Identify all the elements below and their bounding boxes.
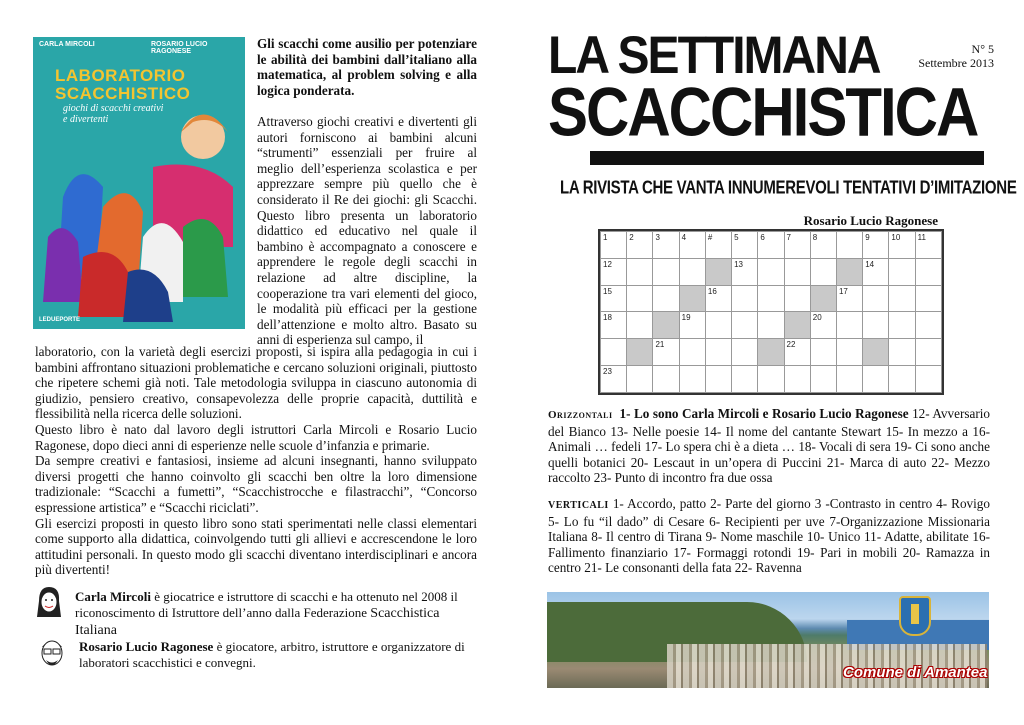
crossword-row <box>601 339 942 366</box>
crossword-cell: 21 <box>653 339 679 366</box>
crossword-cell <box>836 232 862 259</box>
crossword-cell <box>836 312 862 339</box>
crossword-cell <box>810 258 836 285</box>
crossword-block <box>627 339 653 366</box>
crossword-block <box>836 258 862 285</box>
crossword-cell: 12 <box>601 258 627 285</box>
crossword-cell: # <box>705 232 731 259</box>
photo-caption: Comune di Amantea <box>843 664 988 681</box>
crossword-block <box>810 285 836 312</box>
crossword-cell <box>836 339 862 366</box>
crossword-block <box>653 312 679 339</box>
crossword-cell <box>915 312 941 339</box>
town-crest-icon <box>899 596 931 636</box>
crossword-cell <box>679 339 705 366</box>
masthead-line-1: LA SETTIMANA <box>548 26 880 85</box>
crossword-cell <box>653 285 679 312</box>
issue-info <box>900 42 994 70</box>
crossword-cell <box>705 366 731 393</box>
crossword-cell <box>915 366 941 393</box>
orizzontali-label: Orizzontali <box>548 409 613 421</box>
crossword-cell: 2 <box>627 232 653 259</box>
cover-subtitle: giochi di scacchi creativi e divertenti <box>63 103 164 125</box>
masthead-line-2: SCACCHISTICA <box>548 73 978 151</box>
crossword-cell <box>679 258 705 285</box>
crossword-cell: 8 <box>810 232 836 259</box>
masthead-underline <box>590 151 984 165</box>
crossword-cell: 23 <box>601 366 627 393</box>
crossword-cell <box>732 366 758 393</box>
crossword-cell: 5 <box>732 232 758 259</box>
crossword-cell <box>915 285 941 312</box>
crossword-row <box>601 232 942 259</box>
crossword-cell <box>758 312 784 339</box>
crossword-cell <box>758 285 784 312</box>
cover-illustration <box>33 37 245 329</box>
crossword-cell <box>810 366 836 393</box>
crossword-cell: 14 <box>863 258 889 285</box>
crossword-cell <box>732 285 758 312</box>
crossword-cell <box>705 339 731 366</box>
crossword-cell <box>627 366 653 393</box>
crossword-cell: 13 <box>732 258 758 285</box>
crossword-cell <box>889 285 915 312</box>
crossword-cell: 19 <box>679 312 705 339</box>
crossword-cell: 7 <box>784 232 810 259</box>
author-ragonese-caricature <box>36 635 68 673</box>
town-photo <box>547 592 989 688</box>
article-lead: Gli scacchi come ausilio per potenziare le abilità dei bambini dall’italiano alla matematica, al problem solving e alla logica ponderata. <box>257 36 477 98</box>
verticali-label: VERTICALI <box>548 500 609 511</box>
crossword-cell <box>915 258 941 285</box>
crossword-cell: 20 <box>810 312 836 339</box>
crossword-cell <box>758 258 784 285</box>
bio-ragonese: Rosario Lucio Ragonese è giocatore, arbitro, istruttore e organizzatore di laboratori scacchistici e convegni. <box>79 639 465 670</box>
crossword-block <box>784 312 810 339</box>
cover-author-2: ROSARIO LUCIO RAGONESE <box>151 41 208 55</box>
crossword-cell <box>889 339 915 366</box>
book-cover-image <box>33 37 245 329</box>
crossword-cell <box>679 366 705 393</box>
crossword-cell: 9 <box>863 232 889 259</box>
cover-author-1: CARLA MIRCOLI <box>39 41 95 48</box>
crossword-cell <box>863 285 889 312</box>
bio-mircoli: Carla Mircoli è giocatrice e istruttore di scacchi e ha ottenuto nel 2008 il riconoscimento di Istruttore dell’anno dalla Federazione Scacchistica Italiana <box>75 589 458 638</box>
crossword-cell: 4 <box>679 232 705 259</box>
crossword-cell: 10 <box>889 232 915 259</box>
crossword-cell: 17 <box>836 285 862 312</box>
crossword-cell <box>889 258 915 285</box>
crossword-cell <box>627 312 653 339</box>
crossword-cell <box>836 366 862 393</box>
crossword-cell <box>889 312 915 339</box>
crossword-cell <box>653 258 679 285</box>
crossword-block <box>705 258 731 285</box>
crossword-cell <box>627 285 653 312</box>
crossword-row <box>601 258 942 285</box>
crossword-cell: 16 <box>705 285 731 312</box>
crossword-cell <box>915 339 941 366</box>
issue-date: Settembre 2013 <box>918 56 994 70</box>
clues-verticali: VERTICALI 1- Accordo, patto 2- Parte del giorno 3 -Contrasto in centro 4- Rovigo 5- Lo fu “il dado” di Cesare 6- Recipienti per uve 7-Organizzazione Missionaria Italiana 8- Il centro di Tirana 9- Nome maschile 10- Unico 11- Adatte, abilitate 16- Fallimento finanziario 17- Formaggi rotondi 19- Pari in mobili 20- Ramazza in centro 21- Le consonanti della fata 22- Ravenna <box>548 496 990 576</box>
crossword-row <box>601 312 942 339</box>
crossword-row <box>601 366 942 393</box>
crossword-cell <box>863 366 889 393</box>
crossword-cell <box>863 312 889 339</box>
crossword-table <box>600 231 942 393</box>
crossword-cell <box>810 339 836 366</box>
crossword-cell <box>758 366 784 393</box>
crossword-grid <box>598 229 944 395</box>
crossword-cell: 11 <box>915 232 941 259</box>
crossword-cell <box>601 339 627 366</box>
crossword-block <box>679 285 705 312</box>
crossword-cell <box>889 366 915 393</box>
crossword-block <box>863 339 889 366</box>
crossword-cell <box>653 366 679 393</box>
crossword-cell <box>732 312 758 339</box>
crossword-author: Rosario Lucio Ragonese <box>803 213 938 228</box>
crossword-cell <box>784 285 810 312</box>
issue-number: N° 5 <box>971 42 994 56</box>
cover-title: LABORATORIO SCACCHISTICO <box>55 66 191 103</box>
crossword-cell <box>732 339 758 366</box>
crossword-cell: 22 <box>784 339 810 366</box>
author-mircoli-caricature <box>33 583 65 621</box>
crossword-row <box>601 285 942 312</box>
masthead-tagline: LA RIVISTA CHE VANTA INNUMEREVOLI TENTATIVI D’IMITAZIONE <box>560 178 1017 199</box>
crossword-block <box>758 339 784 366</box>
crossword-cell: 1 <box>601 232 627 259</box>
crossword-cell: 6 <box>758 232 784 259</box>
crossword-cell <box>627 258 653 285</box>
crossword-cell <box>784 366 810 393</box>
crossword-cell: 18 <box>601 312 627 339</box>
cover-publisher: LEDUEPORTE <box>39 317 81 323</box>
crossword-cell: 15 <box>601 285 627 312</box>
article-body-narrow: Attraverso giochi creativi e divertenti gli autori forniscono ai bambini alcuni “strumenti” essenziali per fruire al meglio dell’esperienza scolastica e per apprezzare sempre più quello che è considerato il Re dei giochi: gli Scacchi. Questo libro presenta un laboratorio didattico ed educativo nel quale il bambino è accompagnato a conoscere e apprendere le regole degli scacchi in relazione ad altre discipline, la cooperazione tra vari elementi del gioco, le modalità più efficaci per la gestione dell’attenzione e molto altro. Basato su anni di esperienza sul campo, il <box>257 114 477 348</box>
crossword-cell: 3 <box>653 232 679 259</box>
crossword-cell <box>784 258 810 285</box>
article-body-wide: laboratorio, con la varietà degli esercizi proposti, si ispira alla pedagogia in cui i bambini affrontano situazioni problematiche e cercano soluzioni originali, piuttosto che ripetere schemi già noti. Tale metodologia sviluppa in ciascuno autonomia di giudizio, pensiero creativo, consapevolezza delle proprie capacità, duttilità e flessibilità nella ricerca delle soluzioni. Questo libro è nato dal lavoro degli istruttori Carla Mircoli e Rosario Lucio Ragonese, dopo dieci anni di esperienze nelle scuole d’infanzia e primarie. Da sempre creativi e fantasiosi, insieme ad alcuni insegnanti, hanno sviluppato diversi progetti che hanno coinvolto gli scacchi ben oltre la loro dimensione tradizionale: “Scacchi a fumetti”, “Scacchistrocche e filastracchi”, “Concorso espressione artistica” e “Scacchi riciclati”. Gli esercizi proposti in questo libro sono stati sperimentati nelle classi elementari come supporto alla didattica, coinvolgendo tutti gli allievi e accrescendone le loro attitudini personali. In questo modo gli scacchi diventano interdisciplinari e ancora più divertenti! <box>35 344 477 578</box>
clues-orizzontali: Orizzontali 1- Lo sono Carla Mircoli e Rosario Lucio Ragonese 12- Avversario del Bianco 13- Nelle poesie 14- Il nome del cantante Stewart 15- In mezzo a 16- Animali … fedeli 17- Lo spera chi è a dieta … 18- Vocali di sera 19- Ci sono anche quelli botanici 20- Lescaut in un’opera di Puccini 21- Marca di auto 22- Mezzo raccolto 23- Punto di incontro fra due ossa <box>548 406 990 486</box>
crossword-cell <box>705 312 731 339</box>
